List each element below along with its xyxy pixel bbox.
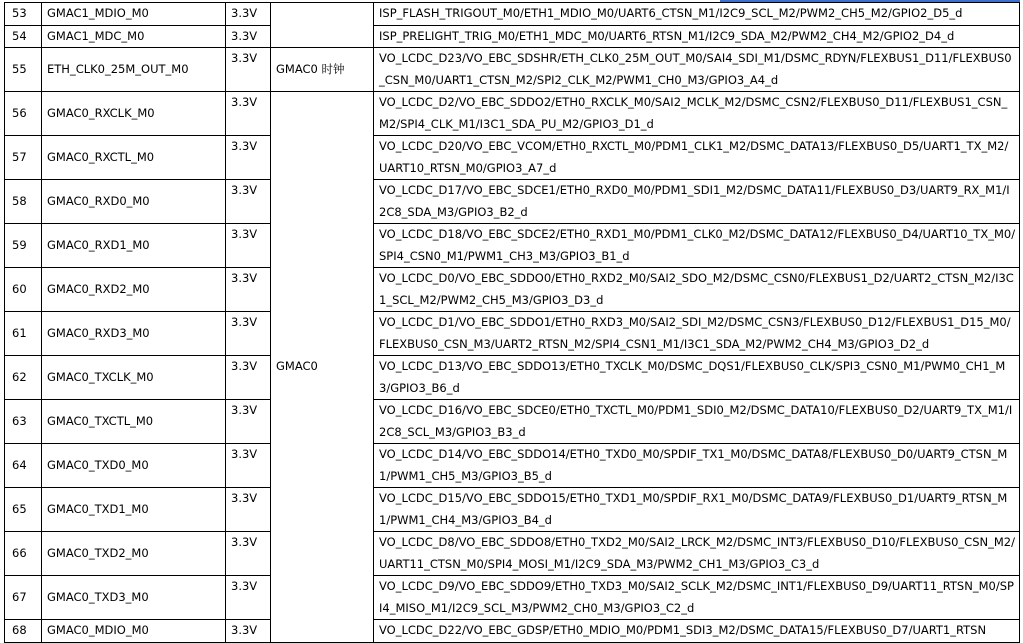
pin-voltage: 3.3V (226, 620, 271, 643)
pin-functions: VO_LCDC_D22/VO_EBC_GDSP/ETH0_MDIO_M0/PDM1_SDI3_M2/DSMC_DATA15/FLEXBUS0_D7/UART1_RTSN (374, 620, 1020, 643)
pin-number: 56 (5, 92, 42, 136)
pin-number: 59 (5, 224, 42, 268)
table-row (5, 576, 1020, 620)
pin-number: 68 (5, 620, 42, 643)
table-row (5, 136, 1020, 180)
pin-voltage: 3.3V (226, 532, 271, 576)
pin-number: 66 (5, 532, 42, 576)
pin-voltage: 3.3V (226, 25, 271, 48)
pin-functions: VO_LCDC_D0/VO_EBC_SDDO0/ETH0_RXD2_M0/SAI2_SDO_M2/DSMC_CSN0/FLEXBUS1_D2/UART2_CTSN_M2/I3C1_SCL_M2/PWM2_CH5_M3/GPIO3_D3_d (374, 268, 1020, 312)
table-row (5, 3, 1020, 26)
pin-functions: VO_LCDC_D1/VO_EBC_SDDO1/ETH0_RXD3_M0/SAI2_SDI_M2/DSMC_CSN3/FLEXBUS0_D12/FLEXBUS1_D15_M0/FLEXBUS0_CSN_M3/UART2_RTSN_M2/SPI4_CSN1_M1/I3C1_SDA_M2/PWM2_CH4_M3/GPIO3_D2_d (374, 312, 1020, 356)
pin-functions: ISP_PRELIGHT_TRIG_M0/ETH1_MDC_M0/UART6_RTSN_M1/I2C9_SDA_M2/PWM2_CH4_M2/GPIO2_D4_d (374, 25, 1020, 48)
pin-number: 62 (5, 356, 42, 400)
pin-name: GMAC0_TXCTL_M0 (42, 400, 226, 444)
table-row (5, 48, 1020, 92)
pin-functions: VO_LCDC_D15/VO_EBC_SDDO15/ETH0_TXD1_M0/SPDIF_RX1_M0/DSMC_DATA9/FLEXBUS0_D1/UART9_RTSN_M1/PWM1_CH4_M3/GPIO3_B4_d (374, 488, 1020, 532)
table-row (5, 312, 1020, 356)
pin-functions: ISP_FLASH_TRIGOUT_M0/ETH1_MDIO_M0/UART6_CTSN_M1/I2C9_SCL_M2/PWM2_CH5_M2/GPIO2_D5_d (374, 3, 1020, 26)
pin-number: 65 (5, 488, 42, 532)
pin-voltage: 3.3V (226, 576, 271, 620)
group-label: GMAC0 时钟 (271, 48, 374, 92)
pin-name: GMAC0_TXD3_M0 (42, 576, 226, 620)
pin-table (4, 2, 1020, 643)
group-cell-empty (271, 3, 374, 48)
pin-voltage: 3.3V (226, 400, 271, 444)
pin-number: 61 (5, 312, 42, 356)
pin-functions: VO_LCDC_D17/VO_EBC_SDCE1/ETH0_RXD0_M0/PDM1_SDI1_M2/DSMC_DATA11/FLEXBUS0_D3/UART9_RX_M1/I2C8_SDA_M3/GPIO3_B2_d (374, 180, 1020, 224)
pin-voltage: 3.3V (226, 488, 271, 532)
pin-voltage: 3.3V (226, 136, 271, 180)
pin-voltage: 3.3V (226, 224, 271, 268)
pin-name: GMAC0_TXCLK_M0 (42, 356, 226, 400)
pin-number: 63 (5, 400, 42, 444)
table-row (5, 92, 1020, 136)
pin-voltage: 3.3V (226, 356, 271, 400)
pin-voltage: 3.3V (226, 180, 271, 224)
table-row (5, 532, 1020, 576)
pin-name: GMAC0_RXCLK_M0 (42, 92, 226, 136)
table-row (5, 488, 1020, 532)
pin-functions: VO_LCDC_D2/VO_EBC_SDDO2/ETH0_RXCLK_M0/SAI2_MCLK_M2/DSMC_CSN2/FLEXBUS0_D11/FLEXBUS1_CSN_M2/SPI4_CLK_M1/I3C1_SDA_PU_M2/GPIO3_D1_d (374, 92, 1020, 136)
group-label: GMAC0 (271, 92, 374, 643)
table-row (5, 400, 1020, 444)
pin-name: GMAC0_TXD1_M0 (42, 488, 226, 532)
pin-name: GMAC0_TXD0_M0 (42, 444, 226, 488)
pin-name: ETH_CLK0_25M_OUT_M0 (42, 48, 226, 92)
pin-functions: VO_LCDC_D18/VO_EBC_SDCE2/ETH0_RXD1_M0/PDM1_CLK0_M2/DSMC_DATA12/FLEXBUS0_D4/UART10_TX_M0/SPI4_CSN0_M1/PWM1_CH3_M3/GPIO3_B1_d (374, 224, 1020, 268)
pin-number: 54 (5, 25, 42, 48)
table-row (5, 356, 1020, 400)
pin-name: GMAC0_RXD0_M0 (42, 180, 226, 224)
table-row (5, 180, 1020, 224)
pin-voltage: 3.3V (226, 92, 271, 136)
pin-name: GMAC0_RXD2_M0 (42, 268, 226, 312)
pin-name: GMAC0_RXCTL_M0 (42, 136, 226, 180)
pin-number: 64 (5, 444, 42, 488)
pin-name: GMAC0_TXD2_M0 (42, 532, 226, 576)
table-row (5, 268, 1020, 312)
table-row (5, 620, 1020, 643)
pin-number: 55 (5, 48, 42, 92)
pin-voltage: 3.3V (226, 3, 271, 26)
pin-functions: VO_LCDC_D16/VO_EBC_SDCE0/ETH0_TXCTL_M0/PDM1_SDI0_M2/DSMC_DATA10/FLEXBUS0_D2/UART9_TX_M1/I2C8_SCL_M3/GPIO3_B3_d (374, 400, 1020, 444)
pin-voltage: 3.3V (226, 444, 271, 488)
pin-name: GMAC0_RXD3_M0 (42, 312, 226, 356)
pin-name: GMAC1_MDC_M0 (42, 25, 226, 48)
pin-number: 67 (5, 576, 42, 620)
pin-number: 58 (5, 180, 42, 224)
pin-voltage: 3.3V (226, 48, 271, 92)
pin-functions: VO_LCDC_D20/VO_EBC_VCOM/ETH0_RXCTL_M0/PDM1_CLK1_M2/DSMC_DATA13/FLEXBUS0_D5/UART1_TX_M2/UART10_RTSN_M0/GPIO3_A7_d (374, 136, 1020, 180)
pin-voltage: 3.3V (226, 312, 271, 356)
pin-functions: VO_LCDC_D9/VO_EBC_SDDO9/ETH0_TXD3_M0/SAI2_SCLK_M2/DSMC_INT1/FLEXBUS0_D9/UART11_RTSN_M0/SPI4_MISO_M1/I2C9_SCL_M3/PWM2_CH0_M3/GPIO3_C2_d (374, 576, 1020, 620)
pin-number: 57 (5, 136, 42, 180)
pin-number: 53 (5, 3, 42, 26)
pin-number: 60 (5, 268, 42, 312)
table-row (5, 224, 1020, 268)
table-row (5, 25, 1020, 48)
pin-voltage: 3.3V (226, 268, 271, 312)
pin-name: GMAC0_RXD1_M0 (42, 224, 226, 268)
pin-name: GMAC1_MDIO_M0 (42, 3, 226, 26)
table-row (5, 444, 1020, 488)
pin-functions: VO_LCDC_D13/VO_EBC_SDDO13/ETH0_TXCLK_M0/DSMC_DQS1/FLEXBUS0_CLK/SPI3_CSN0_M1/PWM0_CH1_M3/GPIO3_B6_d (374, 356, 1020, 400)
pin-name: GMAC0_MDIO_M0 (42, 620, 226, 643)
pin-functions: VO_LCDC_D8/VO_EBC_SDDO8/ETH0_TXD2_M0/SAI2_LRCK_M2/DSMC_INT3/FLEXBUS0_D10/FLEXBUS0_CSN_M2/UART11_CTSN_M0/SPI4_MOSI_M1/I2C9_SDA_M3/PWM2_CH1_M3/GPIO3_C3_d (374, 532, 1020, 576)
pin-functions: VO_LCDC_D23/VO_EBC_SDSHR/ETH_CLK0_25M_OUT_M0/SAI4_SDI_M1/DSMC_RDYN/FLEXBUS1_D11/FLEXBUS0_CSN_M0/UART1_CTSN_M2/SPI2_CLK_M2/PWM1_CH0_M3/GPIO3_A4_d (374, 48, 1020, 92)
pin-functions: VO_LCDC_D14/VO_EBC_SDDO14/ETH0_TXD0_M0/SPDIF_TX1_M0/DSMC_DATA8/FLEXBUS0_D0/UART9_CTSN_M1/PWM1_CH5_M3/GPIO3_B5_d (374, 444, 1020, 488)
